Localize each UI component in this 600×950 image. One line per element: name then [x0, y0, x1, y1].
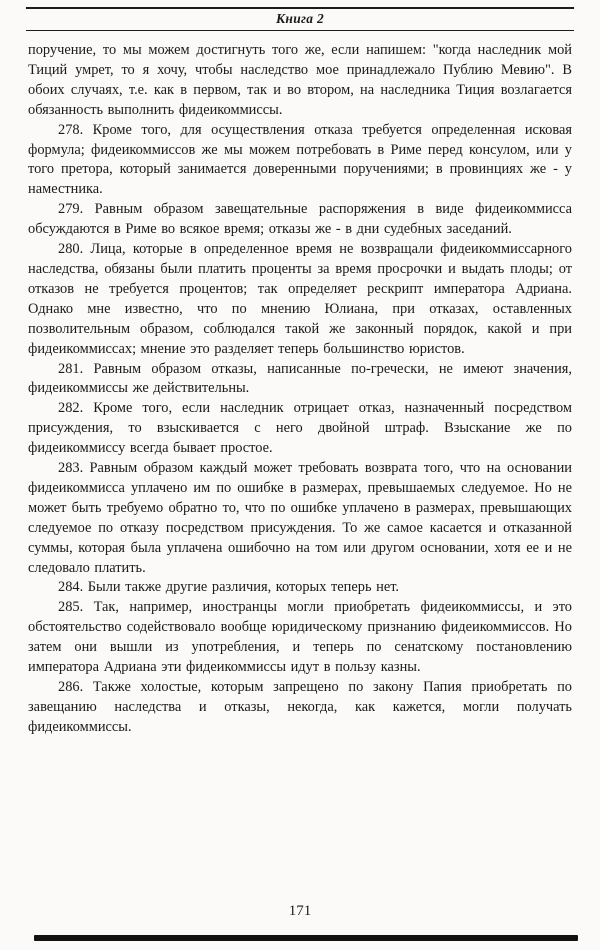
paragraph-280: 280. Лица, которые в определенное время не возвращали фидеикоммиссарного наследства, обязаны были платить проценты за время просрочки и выдать плоды; от отказов не требуется процентов; так определяет рескрипт императора Адриана. Однако мне известно, что по мнению Юлиана, при отказах, оставленных позволительным образом, соблюдался такой же законный порядок, какой и при фидеикоммиссах; мнение это разделяет теперь большинство юристов.	[28, 241, 572, 357]
paragraph-continuation: поручение, то мы можем достигнуть того же, если напишем: "когда наследник мой Тиций умрет, то я хочу, чтобы наследство мое принадлежало Публию Мевию". В обоих случаях, т.е. как в первом, так и во втором, на наследника Тиция возлагается обязанность выполнить фидеикоммиссы.	[28, 42, 572, 118]
paragraph-278: 278. Кроме того, для осуществления отказа требуется определенная исковая формула; фидеикоммиссов же мы можем потребовать в Риме перед консулом, или у того претора, который занимается доверенными поручениями; в провинциях же - у наместника.	[28, 121, 572, 198]
page-body	[28, 31, 572, 738]
paragraph-283: 283. Равным образом каждый может требовать возврата того, что на основании фидеикоммисса уплачено им по ошибке в размерах, превышаемых следуемое. Но не может быть требуемо обратно то, что по ошибке уплачено в размерах, превышающих следуемое по отказу посредством присуждения. То же самое касается и отказанной суммы, которая была уплачена ошибочно на том или другом основании, хотя ее и не следовало платить.	[28, 460, 572, 576]
page-header	[26, 0, 574, 31]
page-number: 171	[288, 903, 312, 919]
paragraph-282: 282. Кроме того, если наследник отрицает отказ, назначенный посредством присуждения, то взыскивается с него двойной штраф. Взыскание же по фидеикоммиссу всегда бывает простое.	[28, 400, 572, 457]
bottom-scan-edge	[34, 935, 578, 941]
paragraph-285: 285. Так, например, иностранцы могли приобретать фидеикоммиссы, и это обстоятельство содействовало вообще юридическому признанию фидеикоммиссов. Но затем они вышли из употребления, и теперь по сенатскому постановлению императора Адриана эти фидеикоммиссы идут в пользу казны.	[28, 599, 572, 676]
paragraph-279: 279. Равным образом завещательные распоряжения в виде фидеикоммисса обсуждаются в Риме во всякое время; отказы же - в дни судебных заседаний.	[28, 201, 572, 238]
paragraph-281: 281. Равным образом отказы, написанные по-гречески, не имеют значения, фидеикоммиссы же действительны.	[28, 360, 572, 397]
paragraph-286: 286. Также холостые, которым запрещено по закону Папия приобретать по завещанию наследства и отказы, некогда, как кажется, могли получать фидеикоммиссы.	[28, 679, 572, 735]
book-title: Книга 2	[275, 11, 325, 26]
paragraph-284: 284. Были также другие различия, которых теперь нет.	[58, 579, 400, 596]
